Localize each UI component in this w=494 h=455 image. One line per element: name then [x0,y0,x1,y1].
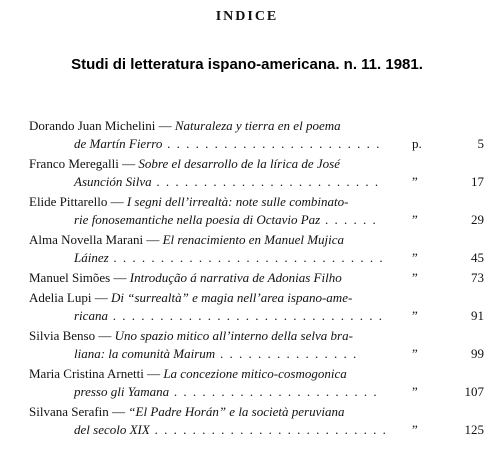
toc-dash: — [95,327,115,343]
toc-title: Sobre el desarrollo de la lírica de José [138,155,340,171]
toc-leader-dots: . . . . . . . . . . . . . . . . . . . . . . . . [151,174,380,190]
toc-page-mark: ” [412,250,418,266]
toc-page-number: 91 [471,307,484,323]
toc-author: Silvana Serafin [29,403,109,419]
toc-title-continued: Láinez [74,250,109,266]
toc-entry-first-line [29,365,484,383]
toc-dash: — [107,193,127,209]
toc-page-mark: ” [412,174,418,190]
toc-leader-dots: . . . . . . . . . . . . . . . . . . . . . . . [162,136,381,152]
toc-entry-first-line [29,231,484,249]
toc-page-number: 107 [464,383,484,399]
toc-page-mark: ” [412,383,418,399]
toc-author: Elide Pittarello [29,193,108,209]
toc-entry-first-line [29,117,484,135]
toc-title-continued: rie fonosemantiche nella poesia di Octavio Paz [74,212,321,228]
toc-title: El renacimiento en Manuel Mujica [162,231,345,247]
toc-entry [29,403,484,439]
toc-page-number: 5 [477,136,484,152]
toc-entry-first-line [29,289,484,307]
toc-title: Di “surrealtà” e magia nell’area ispano-ame- [110,289,353,305]
toc-leader-dots: . . . . . . . . . . . . . . . . . . . . . . . . . [149,421,388,437]
toc-author: Adelia Lupi [29,289,92,305]
toc-entry [29,193,484,229]
toc-entry-first-line [29,403,484,421]
toc-entry [29,155,484,191]
index-heading: INDICE [215,9,279,24]
toc-entry [29,231,484,267]
toc-entry-second-line [29,383,484,401]
journal-caption: Studi di letteratura ispano-americana. n. 11. 1981. [71,56,423,73]
toc-leader-dots: . . . . . . . . . . . . . . . [215,345,358,361]
toc-page-mark: ” [412,269,418,285]
table-of-contents [29,117,484,441]
toc-page-mark: ” [412,307,418,323]
toc-title: “El Padre Horán” e la società peruviana [128,403,345,419]
toc-entry [29,327,484,363]
toc-title-continued: de Martín Fierro [74,136,163,152]
toc-title-continued: Asunción Silva [74,174,152,190]
toc-dash: — [118,155,139,171]
toc-entry [29,365,484,401]
toc-author: Franco Meregalli [29,155,119,171]
toc-entry-second-line [29,173,484,191]
toc-dash: — [143,231,163,247]
toc-entry [29,269,484,287]
toc-page-mark: ” [412,421,418,437]
toc-title: Naturaleza y tierra en el poema [174,118,341,133]
toc-title-continued: presso gli Yamana [74,383,170,399]
toc-entry-second-line [29,307,484,325]
toc-entry-first-line [29,155,484,173]
toc-author: Maria Cristina Arnetti [29,365,144,381]
toc-entry-second-line [29,345,484,363]
toc-page-mark: ” [412,345,418,361]
toc-leader-dots: . . . . . . . . . . . . . . . . . . . . . . . . . . . . . [108,250,385,266]
toc-dash: — [91,289,111,305]
toc-title: I segni dell’irrealtà: note sulle combinato- [126,193,349,209]
toc-dash: — [143,365,164,381]
toc-entry [29,117,484,153]
toc-leader-dots: . . . . . . [320,212,378,228]
toc-title: Introdução á narrativa de Adonias Filho [129,269,342,285]
toc-entry-first-line [29,193,484,211]
toc-entry-second-line [29,421,484,439]
toc-page-number: 99 [471,345,484,361]
toc-entry-second-line [29,135,484,153]
toc-page-number: 125 [464,421,484,437]
toc-title-continued: liana: la comunità Mairum [74,345,216,361]
toc-title-continued: ricana [74,307,108,323]
toc-title: Uno spazio mitico all’interno della selva bra- [114,327,353,343]
toc-page-number: 73 [471,269,484,285]
toc-entry-second-line [29,211,484,229]
toc-page-mark: ” [412,212,418,228]
toc-dash: — [155,118,175,133]
toc-page-number: 45 [471,250,484,266]
toc-title-continued: del secolo XIX [74,421,150,437]
toc-entry [29,289,484,325]
toc-author: Silvia Benso [29,327,96,343]
toc-page-number: 29 [471,212,484,228]
toc-leader-dots: . . . . . . . . . . . . . . . . . . . . . . . . . . . . . [107,307,384,323]
toc-entry-second-line [29,249,484,267]
toc-leader-dots: . . . . . . . . . . . . . . . . . . . . . . [169,383,379,399]
toc-page-mark: p. [412,136,422,152]
toc-page-number: 17 [471,174,484,190]
toc-author: Dorando Juan Michelini [29,118,156,133]
toc-dash: — [108,403,129,419]
toc-title: La concezione mitico-cosmogonica [163,365,347,381]
toc-dash: — [110,269,130,285]
toc-author: Alma Novella Marani [29,231,144,247]
toc-author: Manuel Simões [29,269,111,285]
toc-entry-first-line [29,269,484,287]
toc-entry-first-line [29,327,484,345]
